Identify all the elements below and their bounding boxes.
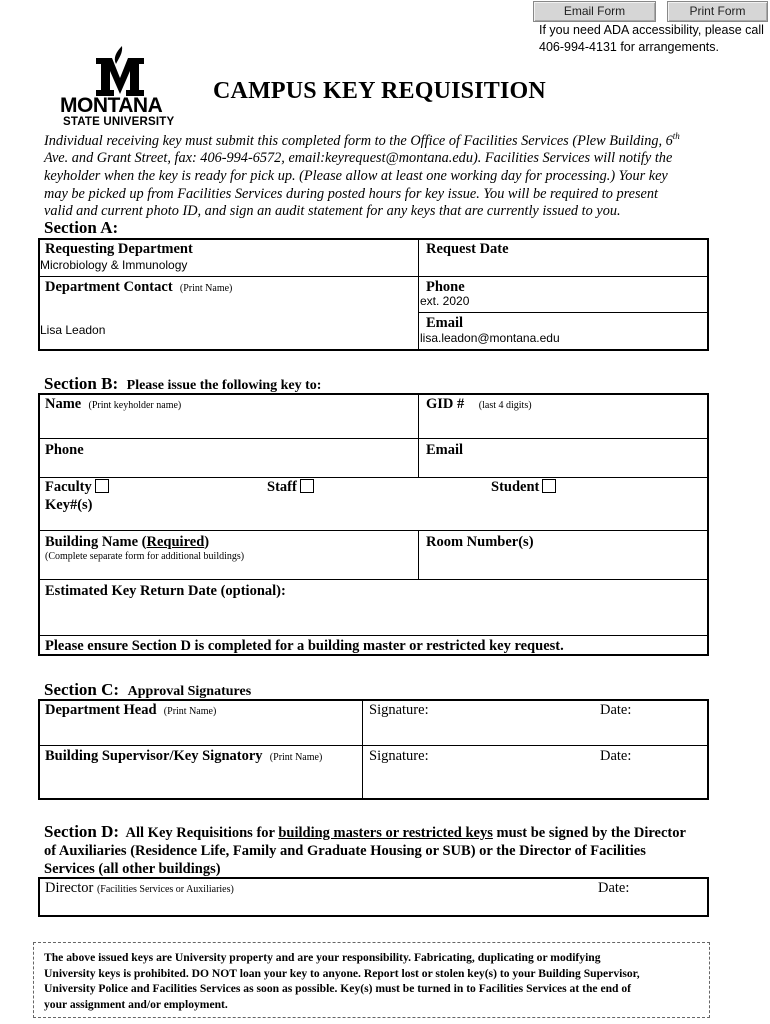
- email-label: Email: [426, 315, 464, 331]
- building-note: (Complete separate form for additional buildings): [45, 551, 245, 562]
- msu-logo: [56, 44, 184, 130]
- ensure-section-d-note: Please ensure Section D is completed for a building master or restricted key request.: [45, 638, 564, 654]
- gid-label: GID # (last 4 digits): [426, 396, 532, 412]
- keyholder-email-label: Email: [426, 442, 464, 458]
- room-number-label: Room Number(s): [426, 534, 534, 550]
- staff-checkbox[interactable]: [300, 479, 314, 493]
- bldg-sup-signature-label: Signature:: [369, 748, 429, 764]
- email-value[interactable]: lisa.leadon@montana.edu: [420, 331, 560, 345]
- keyholder-phone-label: Phone: [45, 442, 84, 458]
- requesting-department-label: Requesting Department: [45, 241, 193, 257]
- student-option: Student: [491, 479, 556, 496]
- phone-label: Phone: [426, 279, 465, 295]
- key-responsibility-notice: The above issued keys are University property and are your responsibility. Fabricating, duplicating or modifying University keys is prohibited. DO NOT loan your key to anyone. Report lost or stolen key(s) to your Building Supervisor, University Police and Facilities Services as soon as possible. Key(s) must be turned in to Facilities Services at the end of your assignment and/or employment.: [33, 942, 710, 1018]
- director-date-label: Date:: [598, 880, 630, 896]
- email-form-button[interactable]: Email Form: [533, 1, 656, 22]
- requesting-department-value[interactable]: Microbiology & Immunology: [40, 258, 188, 272]
- ada-note: If you need ADA accessibility, please call 406-994-4131 for arrangements.: [539, 23, 764, 54]
- montana-m-icon: [56, 44, 184, 98]
- department-contact-value[interactable]: Lisa Leadon: [40, 323, 106, 337]
- request-date-label: Request Date: [426, 241, 509, 257]
- building-supervisor-label: Building Supervisor/Key Signatory (Print Name): [45, 748, 323, 764]
- student-checkbox[interactable]: [542, 479, 556, 493]
- director-label: Director (Facilities Services or Auxiliaries): [45, 880, 234, 896]
- bldg-sup-date-label: Date:: [600, 748, 632, 764]
- section-c-heading: Section C: Approval Signatures: [44, 680, 252, 699]
- section-d-text: Section D: All Key Requisitions for building masters or restricted keys must be signed by the Director of Auxiliaries (Residence Life, Family and Graduate Housing or SUB) or the Director of Facilities Services (all other buildings): [44, 822, 686, 877]
- logo-subname: STATE UNIVERSITY: [63, 116, 175, 128]
- dept-head-signature-label: Signature:: [369, 702, 429, 718]
- print-form-button[interactable]: Print Form: [667, 1, 768, 22]
- phone-value[interactable]: ext. 2020: [420, 294, 470, 308]
- staff-option: Staff: [267, 479, 314, 496]
- dept-head-date-label: Date:: [600, 702, 632, 718]
- department-contact-label: Department Contact (Print Name): [45, 279, 233, 295]
- building-name-label: Building Name (Required): [45, 534, 210, 550]
- return-date-label: Estimated Key Return Date (optional):: [45, 583, 286, 599]
- keys-label: Key#(s): [45, 497, 93, 513]
- section-a-heading: Section A:: [44, 218, 119, 237]
- logo-name: MONTANA: [60, 94, 163, 117]
- section-b-heading: Section B: Please issue the following key to:: [44, 374, 322, 393]
- section-b-box: [38, 393, 709, 656]
- page-title: CAMPUS KEY REQUISITION: [213, 78, 546, 104]
- faculty-checkbox[interactable]: [95, 479, 109, 493]
- department-head-label: Department Head (Print Name): [45, 702, 217, 718]
- intro-paragraph: Individual receiving key must submit this completed form to the Office of Facilities Services (Plew Building, 6th Ave. and Grant Street, fax: 406-994-6572, email:keyrequest@montana.edu). Facilities Services will notify the keyholder when the key is ready for pick up. (Please allow at least one working day for processing.) Your key may be picked up from Facilities Services during posted hours for key issue. You will be required to present valid and current photo ID, and sign an audit statement for any keys that are currently issued to you.: [44, 131, 680, 220]
- faculty-option: Faculty: [45, 479, 109, 496]
- keyholder-name-label: Name (Print keyholder name): [45, 396, 182, 412]
